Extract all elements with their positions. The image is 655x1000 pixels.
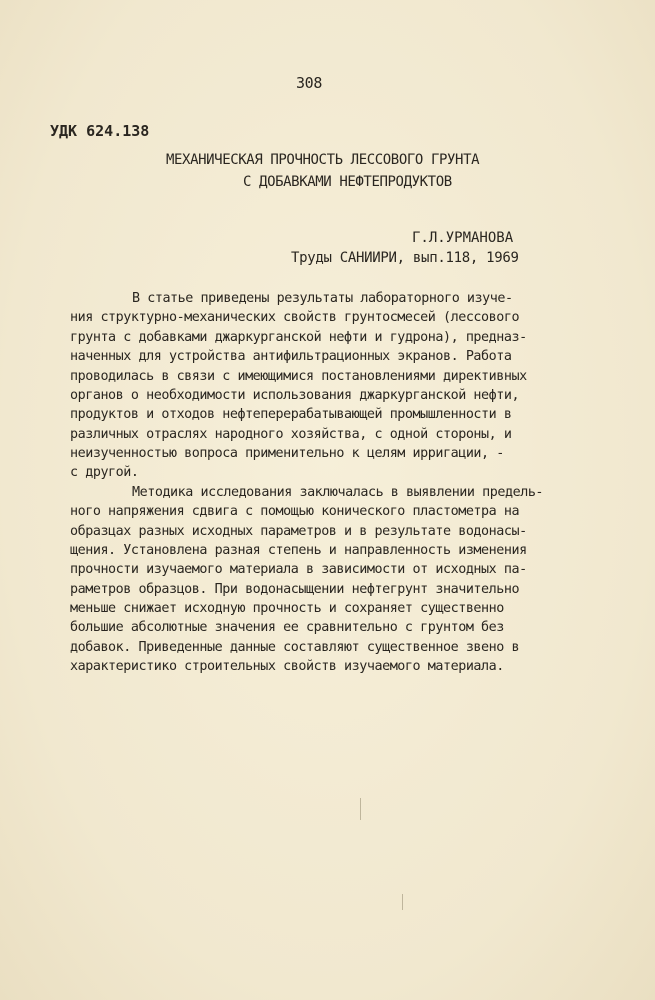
udk-code: УДК 624.138 bbox=[50, 122, 150, 140]
text-line: проводилась в связи с имеющимися постановлениями директивных bbox=[70, 368, 527, 384]
text-line: меньше снижает исходную прочность и сохраняет существенно bbox=[70, 601, 504, 616]
text-line: грунта с добавками джаркурганской нефти и гудрона), предназ- bbox=[70, 329, 527, 345]
text-line: продуктов и отходов нефтеперерабатывающей промышленности в bbox=[70, 407, 512, 423]
text-line: ния структурно-механических свойств грунтосмесей (лессового bbox=[70, 310, 520, 326]
text-line: щения. Установлена разная степень и направленность изменения bbox=[70, 542, 527, 558]
text-line: неизученностью вопроса применительно к целям ирригации, - bbox=[70, 446, 504, 461]
text-line: органов о необходимости использования джаркурганской нефти, bbox=[70, 387, 520, 403]
text-line: добавок. Приведенные данные составляют существенное звено в bbox=[70, 639, 520, 655]
text-line: ного напряжения сдвига с помощью конического пластометра на bbox=[70, 504, 520, 520]
title-line-2: С ДОБАВКАМИ НЕФТЕПРОДУКТОВ bbox=[243, 174, 452, 190]
title-line-1: МЕХАНИЧЕСКАЯ ПРОЧНОСТЬ ЛЕССОВОГО ГРУНТА bbox=[166, 152, 480, 168]
abstract-text bbox=[70, 289, 590, 677]
text-line: различных отраслях народного хозяйства, с одной стороны, и bbox=[70, 426, 512, 442]
text-line: В статье приведены результаты лабораторного изуче- bbox=[132, 291, 513, 306]
page-number: 308 bbox=[296, 74, 323, 92]
source-citation: Труды САНИИРИ, вып.118, 1969 bbox=[291, 250, 519, 266]
text-line: раметров образцов. При водонасыщении нефтегрунт значительно bbox=[70, 581, 520, 597]
paper-scratch-mark bbox=[402, 894, 403, 910]
text-line: Методика исследования заключалась в выявлении предель- bbox=[132, 484, 544, 500]
text-line: большие абсолютные значения ее сравнительно с грунтом без bbox=[70, 620, 504, 636]
text-line: характеристико строительных свойств изучаемого материала. bbox=[70, 659, 504, 675]
text-line: образцах разных исходных параметров и в результате водонасы- bbox=[70, 523, 527, 539]
text-line: с другой. bbox=[70, 465, 139, 481]
paper-scratch-mark bbox=[360, 798, 361, 820]
author-name: Г.Л.УРМАНОВА bbox=[412, 230, 514, 246]
text-line: наченных для устройства антифильтрационных экранов. Работа bbox=[70, 349, 512, 365]
text-line: прочности изучаемого материала в зависимости от исходных па- bbox=[70, 562, 527, 578]
